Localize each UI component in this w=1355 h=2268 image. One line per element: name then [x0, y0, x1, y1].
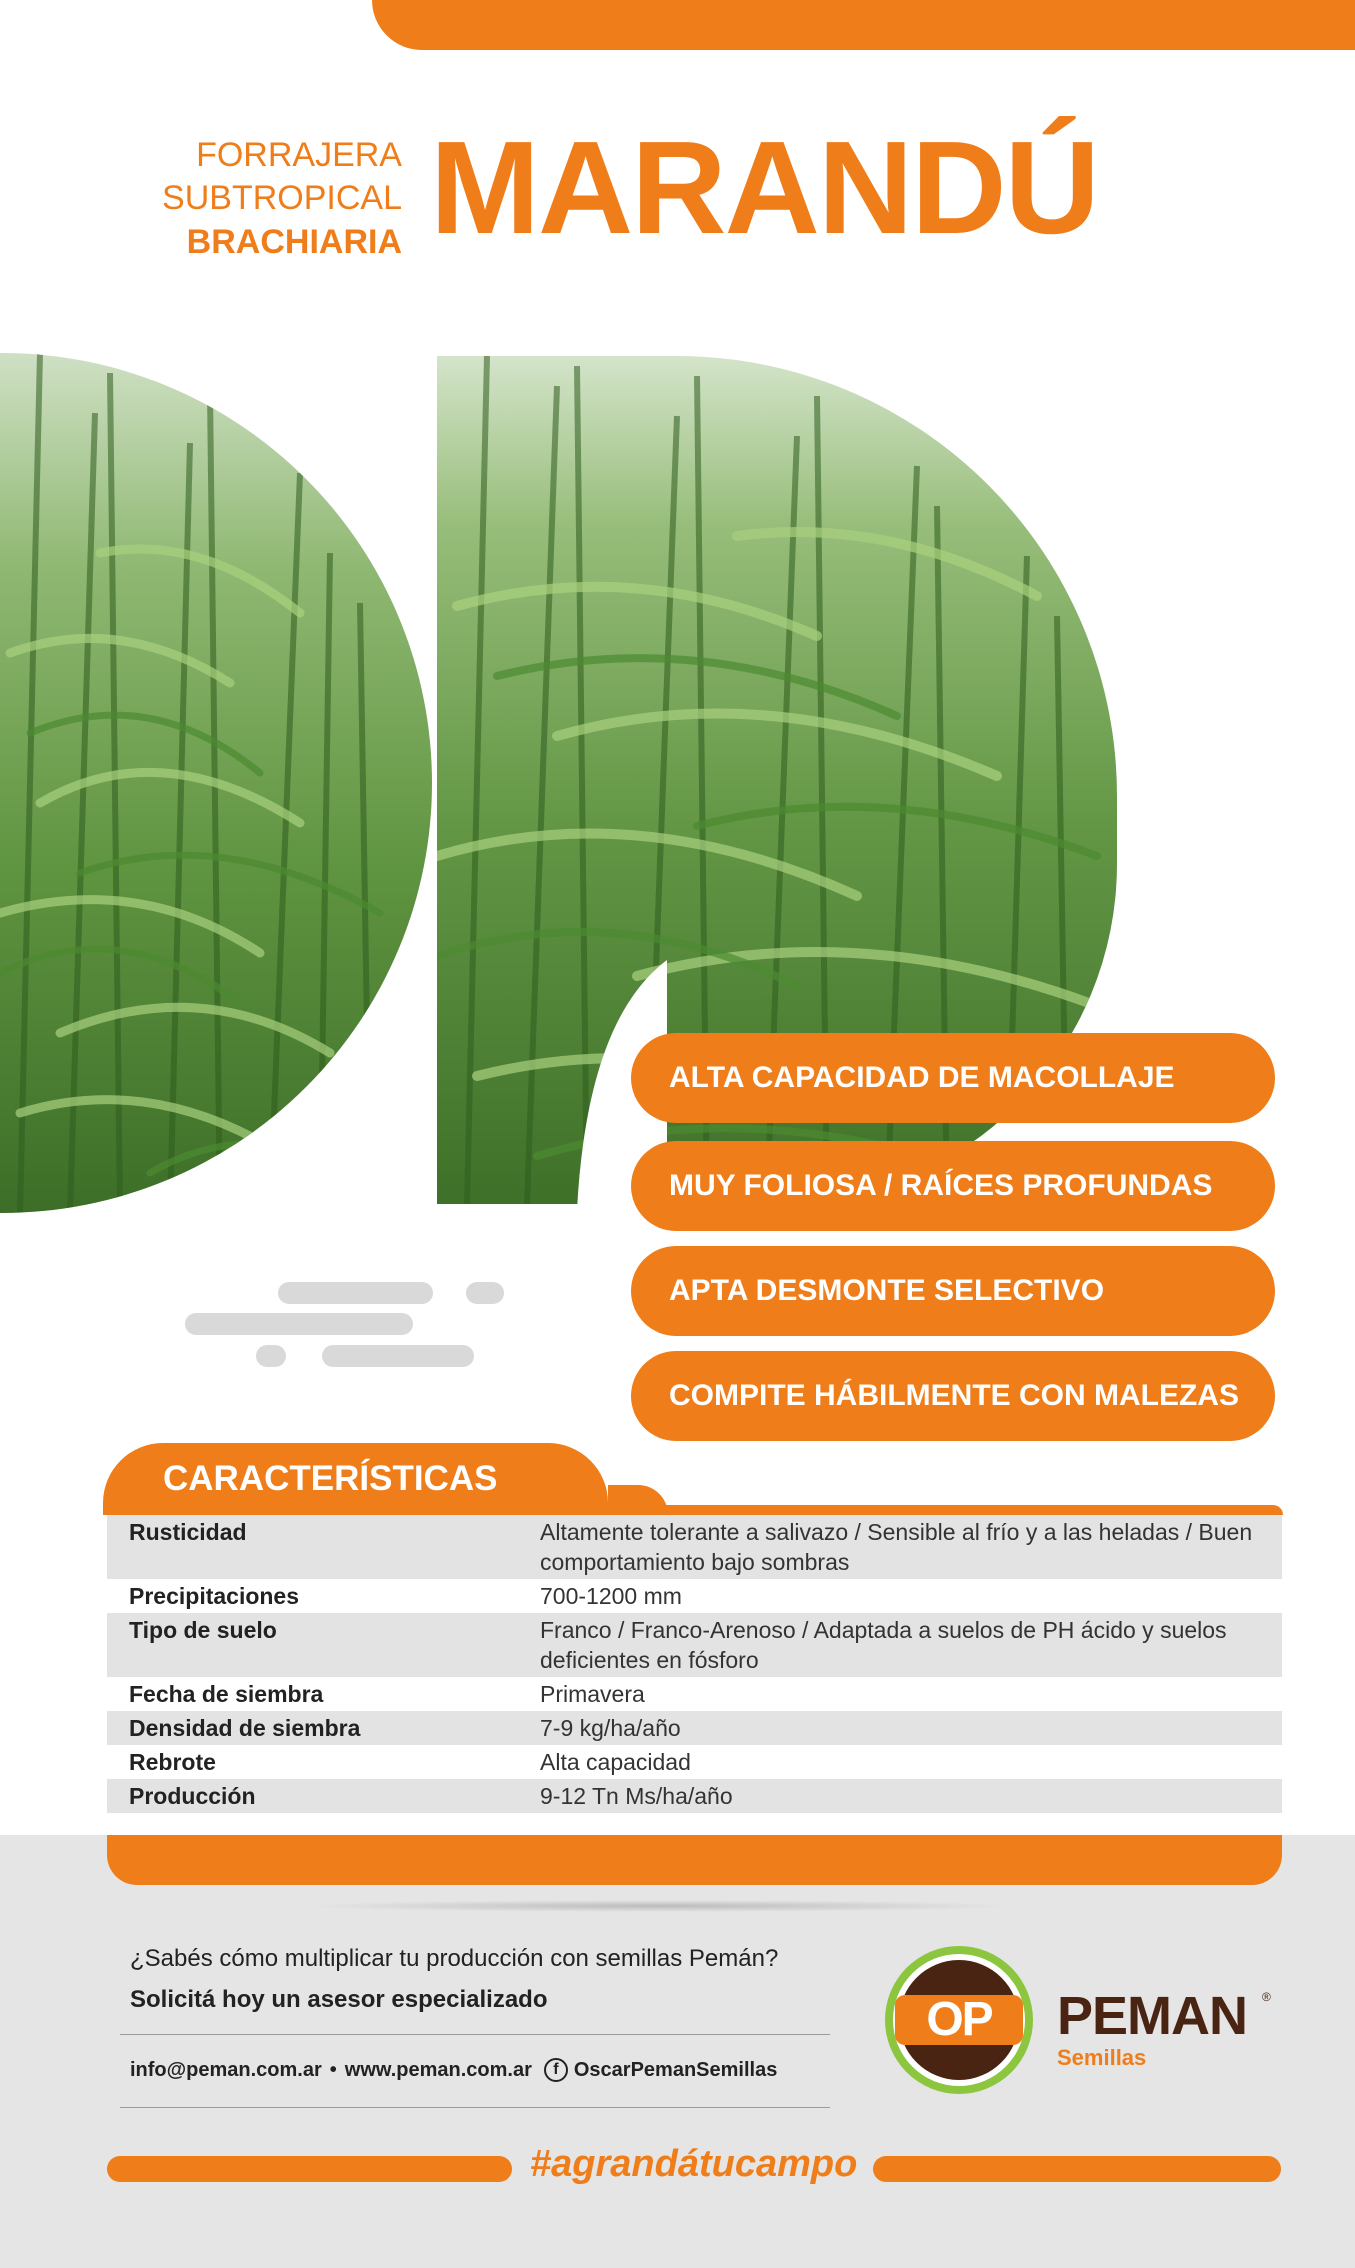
- footer-question: ¿Sabés cómo multiplicar tu producción con semillas Pemán?: [130, 1945, 779, 1972]
- divider: [120, 2034, 830, 2035]
- grass-photo-left: [0, 353, 432, 1213]
- feature-pill: COMPITE HÁBILMENTE CON MALEZAS: [631, 1351, 1275, 1441]
- feature-pill: APTA DESMONTE SELECTIVO: [631, 1246, 1275, 1336]
- row-value: Alta capacidad: [540, 1749, 691, 1775]
- table-row: [107, 1579, 1282, 1613]
- speed-line: [466, 1282, 504, 1304]
- row-key: Rebrote: [129, 1749, 216, 1775]
- bar-shadow: [300, 1900, 1020, 1912]
- website-link[interactable]: www.peman.com.ar: [344, 2058, 532, 2081]
- top-accent-bar: [372, 0, 1355, 50]
- row-key: Tipo de suelo: [129, 1617, 277, 1643]
- facebook-icon: f: [544, 2058, 568, 2082]
- row-key: Producción: [129, 1783, 256, 1809]
- row-key: Rusticidad: [129, 1519, 247, 1545]
- hashtag: #agrandátucampo: [530, 2143, 858, 2185]
- row-key: Precipitaciones: [129, 1583, 300, 1609]
- characteristics-table: [107, 1515, 1282, 1813]
- row-value: 700-1200 mm: [540, 1583, 682, 1609]
- kicker-forrajera: FORRAJERA: [196, 136, 402, 174]
- feature-pill: ALTA CAPACIDAD DE MACOLLAJE: [631, 1033, 1275, 1123]
- peman-logo: [885, 1946, 1033, 2094]
- table-row: [107, 1515, 1282, 1579]
- brand-name: PEMAN: [1057, 1986, 1248, 2046]
- row-key: Densidad de siembra: [129, 1715, 361, 1741]
- row-value: 9-12 Tn Ms/ha/año: [540, 1783, 733, 1809]
- contact-line: [130, 2058, 777, 2082]
- speed-line: [256, 1345, 286, 1367]
- row-value: 7-9 kg/ha/año: [540, 1715, 681, 1741]
- speed-line: [278, 1282, 433, 1304]
- hashtag-bar-right: [873, 2156, 1281, 2182]
- feature-pill: MUY FOLIOSA / RAÍCES PROFUNDAS: [631, 1141, 1275, 1231]
- divider: [120, 2107, 830, 2108]
- product-title: MARANDÚ: [430, 114, 1098, 261]
- kicker-subtropical: SUBTROPICAL: [162, 179, 402, 217]
- table-row: [107, 1745, 1282, 1779]
- table-row: [107, 1613, 1282, 1677]
- logo-initials: OP: [895, 1995, 1023, 2045]
- row-key: Fecha de siembra: [129, 1681, 324, 1707]
- table-row: [107, 1677, 1282, 1711]
- facebook-link[interactable]: OscarPemanSemillas: [573, 2058, 778, 2081]
- characteristics-bottom-bar: [107, 1835, 1282, 1885]
- table-row: [107, 1779, 1282, 1813]
- row-value: Primavera: [540, 1681, 645, 1707]
- table-row: [107, 1711, 1282, 1745]
- kicker-brachiaria: BRACHIARIA: [186, 223, 402, 261]
- row-value: Franco / Franco-Arenoso / Adaptada a suelos de PH ácido y suelos deficientes en fósforo: [540, 1617, 1227, 1673]
- speed-line: [322, 1345, 474, 1367]
- hashtag-bar-left: [107, 2156, 512, 2182]
- email-link[interactable]: info@peman.com.ar: [130, 2058, 322, 2081]
- brand-subtitle: Semillas: [1057, 2045, 1147, 2070]
- separator: •: [329, 2058, 337, 2081]
- characteristics-title: CARACTERÍSTICAS: [103, 1443, 608, 1515]
- speed-line: [185, 1313, 413, 1335]
- footer-cta: Solicitá hoy un asesor especializado: [130, 1986, 548, 2013]
- registered-mark: ®: [1262, 1990, 1271, 2004]
- row-value: Altamente tolerante a salivazo / Sensible al frío y a las heladas / Buen comportamiento bajo sombras: [540, 1519, 1253, 1575]
